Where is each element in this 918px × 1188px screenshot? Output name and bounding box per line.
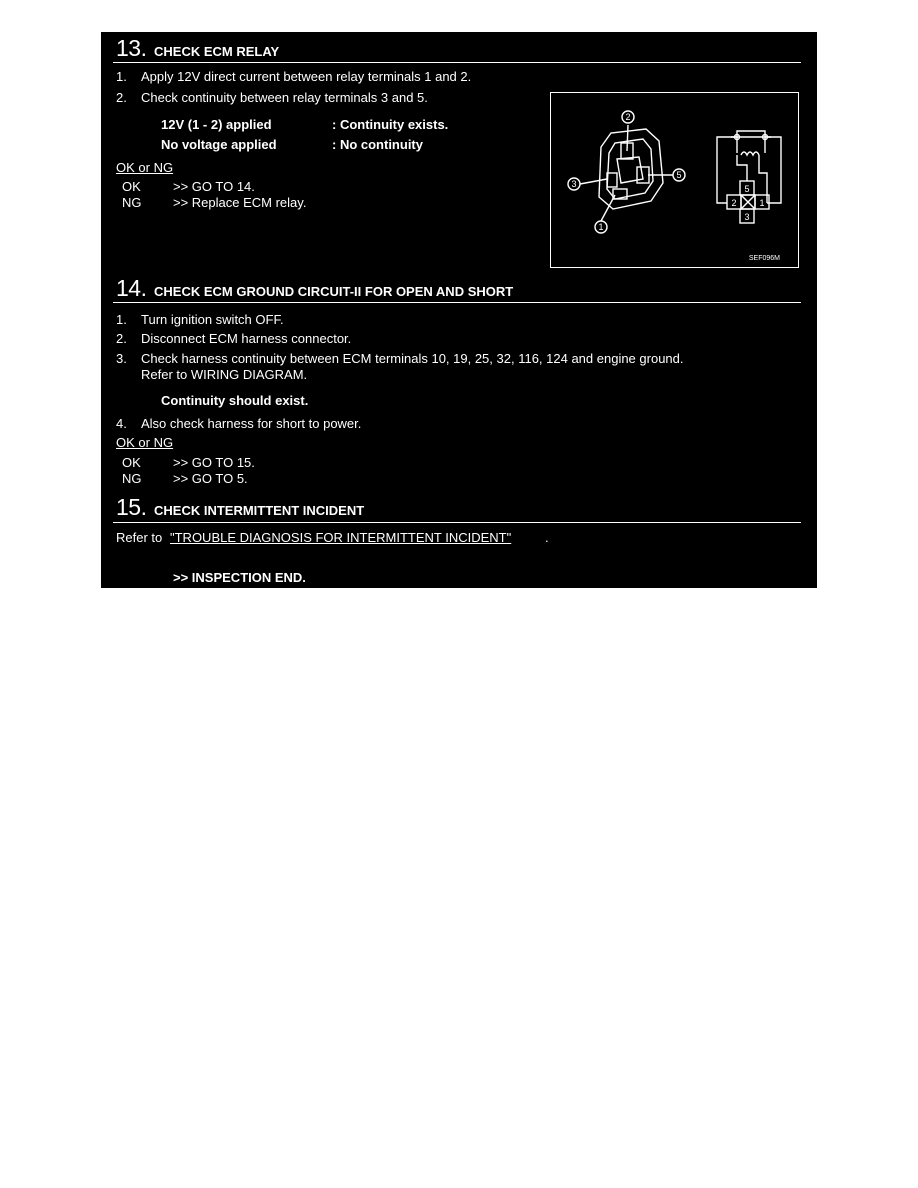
step14-step1-text: Turn ignition switch OFF. [141,312,284,327]
step14-continuity-note: Continuity should exist. [161,393,309,408]
step13-ng-action: >> Replace ECM relay. [173,195,307,210]
step15-title: CHECK INTERMITTENT INCIDENT [154,503,365,518]
step13-step2-number: 2. [116,90,127,105]
step13-divider [113,62,801,63]
step15-divider [113,522,801,523]
callout-2-label: 2 [625,112,631,122]
step14-step3-text: Check harness continuity between ECM terminals 10, 19, 25, 32, 116, 124 and engine ground. [141,351,684,366]
procedure-panel [101,32,817,588]
step13-title: CHECK ECM RELAY [154,44,280,59]
step13-step1-number: 1. [116,69,127,84]
step13-step2-text: Check continuity between relay terminals 3 and 5. [141,90,428,105]
relay-diagram-graphic [551,93,800,269]
step14-ok-action: >> GO TO 15. [173,455,255,470]
callout-1-label: 1 [598,222,604,232]
condition-novolt-result: : No continuity [332,137,423,152]
step14-step1-number: 1. [116,312,127,327]
step14-step2-number: 2. [116,331,127,346]
step13-ng-key: NG [122,195,142,210]
condition-novolt-label: No voltage applied [161,137,277,152]
terminal-2-label: 2 [731,198,737,208]
step15-refer-suffix: . [545,530,549,545]
step15-refer-prefix: Refer to [116,530,163,545]
step14-step4-text: Also check harness for short to power. [141,416,362,431]
relay-pin-5 [637,167,649,183]
diagram-code: SEF096M [748,255,780,262]
step13-ok-action: >> GO TO 14. [173,179,255,194]
step14-ng-key: NG [122,471,142,486]
step14-divider [113,302,801,303]
terminal-3-label: 3 [744,212,750,222]
relay-inner [607,139,653,199]
step14-ok-key: OK [122,455,141,470]
step14-step2-text: Disconnect ECM harness connector. [141,331,352,346]
relay-diagram [550,92,799,268]
step14-wiring-reference: Refer to WIRING DIAGRAM. [141,367,308,382]
callout-3-label: 3 [571,179,577,189]
step14-ok-ng-heading: OK or NG [116,435,174,450]
step13-step1-text: Apply 12V direct current between relay terminals 1 and 2. [141,69,472,84]
step13-ok-key: OK [122,179,141,194]
callout-5-label: 5 [676,170,682,180]
step14-number: 14. [116,275,147,301]
step14-step4-number: 4. [116,416,127,431]
condition-12v-label: 12V (1 - 2) applied [161,117,272,132]
step15-number: 15. [116,494,147,520]
terminal-5-label: 5 [744,184,750,194]
step14-ng-action: >> GO TO 5. [173,471,248,486]
step13-number: 13. [116,35,147,61]
relay-pin-3 [607,173,617,187]
step14-title: CHECK ECM GROUND CIRCUIT-II FOR OPEN AND SHORT [154,284,514,299]
step14-step3-number: 3. [116,351,127,366]
intermittent-incident-link[interactable]: "TROUBLE DIAGNOSIS FOR INTERMITTENT INCIDENT" [170,530,512,545]
inspection-end: >> INSPECTION END. [173,570,306,585]
terminal-1-label: 1 [759,198,765,208]
condition-12v-result: : Continuity exists. [332,117,449,132]
step13-ok-ng-heading: OK or NG [116,160,174,175]
